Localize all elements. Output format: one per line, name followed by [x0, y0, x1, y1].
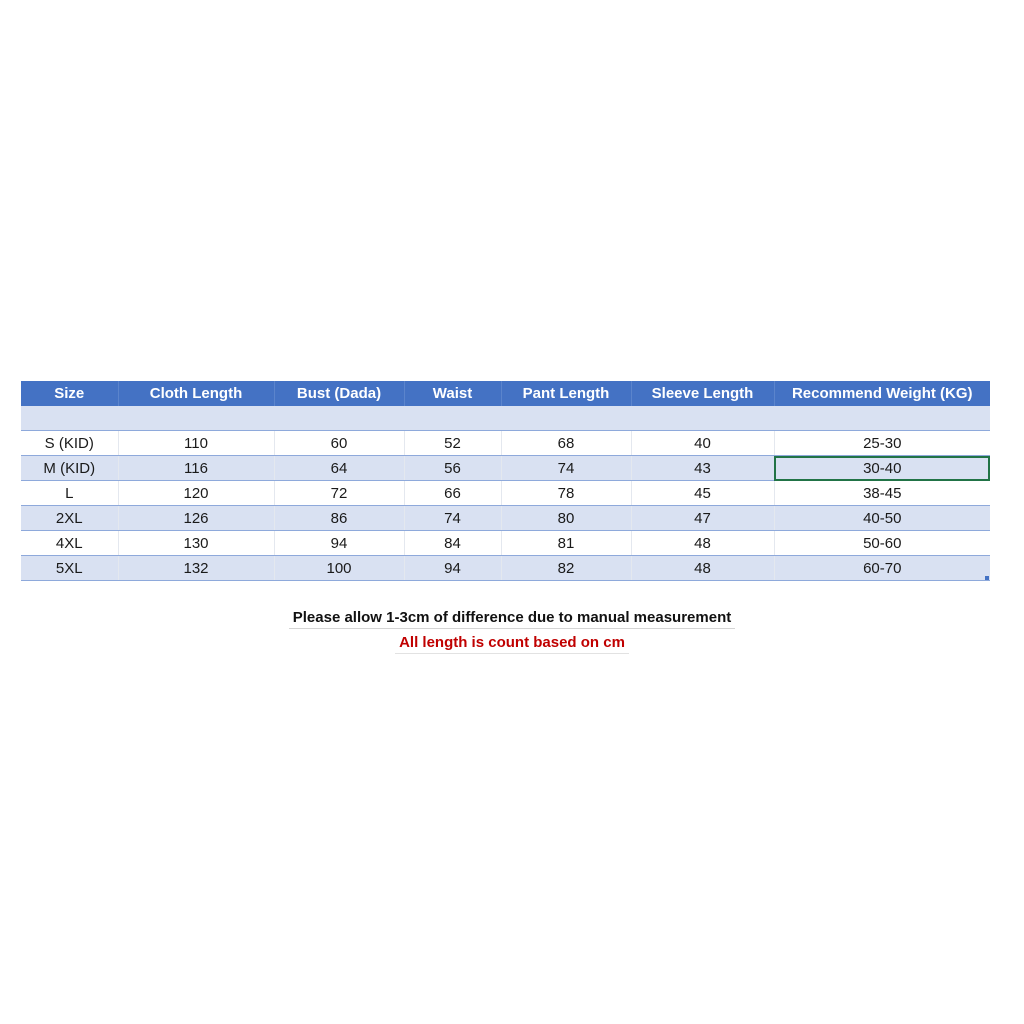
size-chart-table [21, 381, 990, 581]
cell-bust[interactable]: 100 [274, 556, 404, 581]
cell-pant-length[interactable]: 78 [501, 481, 631, 506]
cell-bust[interactable]: 86 [274, 506, 404, 531]
cell-sleeve-length[interactable]: 43 [631, 456, 774, 481]
cell-bust[interactable]: 64 [274, 456, 404, 481]
cell-recommend-weight[interactable]: 25-30 [774, 431, 990, 456]
header-recommend-weight: Recommend Weight (KG) [774, 381, 990, 406]
cell-cloth-length[interactable]: 120 [118, 481, 274, 506]
cell-recommend-weight[interactable]: 50-60 [774, 531, 990, 556]
cell-cloth-length[interactable]: 110 [118, 431, 274, 456]
cell-pant-length[interactable]: 80 [501, 506, 631, 531]
cell-cloth-length[interactable]: 132 [118, 556, 274, 581]
header-cloth-length: Cloth Length [118, 381, 274, 406]
table-row [21, 556, 990, 581]
cell-waist[interactable]: 66 [404, 481, 501, 506]
cell-bust[interactable]: 60 [274, 431, 404, 456]
cell-recommend-weight[interactable]: 60-70 [774, 556, 990, 581]
blank-row [21, 406, 990, 431]
header-sleeve-length: Sleeve Length [631, 381, 774, 406]
cell-pant-length[interactable]: 74 [501, 456, 631, 481]
blank-cell[interactable] [21, 406, 990, 431]
cell-pant-length[interactable]: 81 [501, 531, 631, 556]
cell-recommend-weight-selected[interactable]: 30-40 [774, 456, 990, 481]
cell-cloth-length[interactable]: 116 [118, 456, 274, 481]
cell-bust[interactable]: 72 [274, 481, 404, 506]
cell-bust[interactable]: 94 [274, 531, 404, 556]
header-size: Size [21, 381, 118, 406]
cell-sleeve-length[interactable]: 48 [631, 531, 774, 556]
cell-waist[interactable]: 56 [404, 456, 501, 481]
table-row [21, 431, 990, 456]
table-resize-handle[interactable] [985, 576, 989, 580]
table-row [21, 456, 990, 481]
cell-pant-length[interactable]: 82 [501, 556, 631, 581]
table-row [21, 481, 990, 506]
header-bust: Bust (Dada) [274, 381, 404, 406]
cell-size[interactable]: 2XL [21, 506, 118, 531]
header-pant-length: Pant Length [501, 381, 631, 406]
allowance-note [0, 609, 1024, 629]
cell-sleeve-length[interactable]: 45 [631, 481, 774, 506]
cell-size[interactable]: S (KID) [21, 431, 118, 456]
header-waist: Waist [404, 381, 501, 406]
cell-sleeve-length[interactable]: 48 [631, 556, 774, 581]
cell-size[interactable]: 4XL [21, 531, 118, 556]
cell-recommend-weight[interactable]: 40-50 [774, 506, 990, 531]
allowance-note-text[interactable]: Please allow 1-3cm of difference due to manual measurement [289, 609, 735, 629]
cell-cloth-length[interactable]: 130 [118, 531, 274, 556]
table-row [21, 531, 990, 556]
cell-sleeve-length[interactable]: 47 [631, 506, 774, 531]
cell-waist[interactable]: 74 [404, 506, 501, 531]
cell-waist[interactable]: 84 [404, 531, 501, 556]
cell-waist[interactable]: 94 [404, 556, 501, 581]
cell-pant-length[interactable]: 68 [501, 431, 631, 456]
cell-waist[interactable]: 52 [404, 431, 501, 456]
cell-cloth-length[interactable]: 126 [118, 506, 274, 531]
cell-sleeve-length[interactable]: 40 [631, 431, 774, 456]
table-row [21, 506, 990, 531]
cell-size[interactable]: 5XL [21, 556, 118, 581]
unit-note [0, 634, 1024, 654]
cell-size[interactable]: L [21, 481, 118, 506]
unit-note-text[interactable]: All length is count based on cm [395, 634, 629, 654]
cell-recommend-weight[interactable]: 38-45 [774, 481, 990, 506]
cell-size[interactable]: M (KID) [21, 456, 118, 481]
header-row [21, 381, 990, 406]
